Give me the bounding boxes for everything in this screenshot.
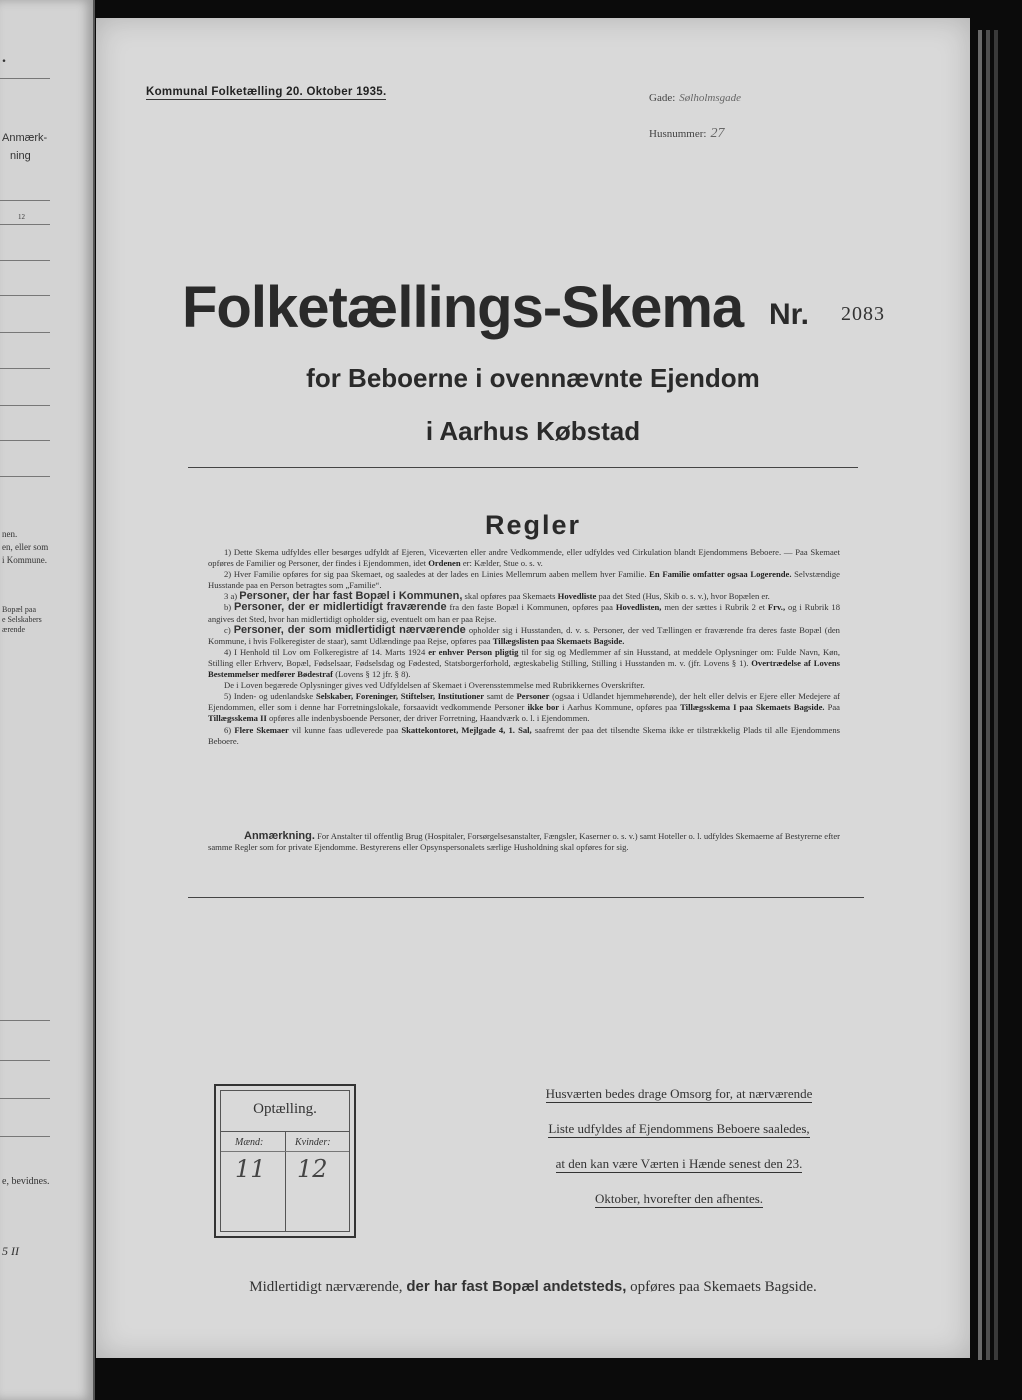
notice-line-4: Oktober, hvorefter den afhentes. [594, 1191, 764, 1206]
left-rule [0, 224, 50, 225]
count-box-title: Optælling. [253, 1101, 317, 1117]
men-label: Mænd: [235, 1137, 264, 1148]
left-fragment-2: en, eller som [2, 542, 49, 552]
left-rule [0, 200, 50, 201]
left-rule [0, 1136, 50, 1137]
rule-1: 1) Dette Skema udfyldes eller besørges udfyldt af Ejeren, Viceværten eller andre Vedkommende, eller udfyldes ved Cirkulation blandt Ejendommens Beboere. — Paa Skemaet opføres de Familier og Personer, der findes i Ejendommen, idet Ordenen er: Kælder, Stue o. s. v. [208, 547, 840, 569]
street-label: Gade: [649, 92, 676, 104]
rule-6: 6) Flere Skemaer vil kunne faas udleverede paa Skattekontoret, Mejlgade 4, 1. Sal, saafremt der paa det tilsendte Skema ikke er tilstrækkelig Plads til alle Ejendommens Beboere. [208, 724, 840, 746]
divider [188, 897, 864, 898]
left-rule [0, 295, 50, 296]
form-subtitle-2: i Aarhus Købstad [425, 416, 641, 446]
left-rule [0, 1098, 50, 1099]
form-nr-value: 2083 [841, 303, 885, 325]
men-count: 11 [235, 1155, 266, 1183]
left-rule [0, 1060, 50, 1061]
left-rule [0, 368, 50, 369]
left-fragment-4: Bopæl paa [2, 605, 36, 614]
divider [188, 467, 858, 468]
form-title: Folketællings-Skema [182, 275, 744, 340]
rule-2: 2) Hver Familie opføres for sig paa Skemaet, og saaledes at der lades en Linies Mellemrum aaben mellem hver Familie. En Familie omfatter ogsaa Logerende. Selvstændige Husstande paa en Person betragtes som „Familie“. [208, 569, 840, 591]
house-number-field [649, 124, 724, 142]
left-rule [0, 405, 50, 406]
left-col-number: 12 [18, 213, 25, 221]
left-rule [0, 78, 50, 79]
street-value: Sølholmsgade [679, 92, 741, 104]
left-fragment-7: e, bevidnes. [2, 1176, 50, 1187]
rule-3b: b) Personer, der er midlertidigt fraværende fra den faste Bopæl i Kommunen, opføres paa Hovedlisten, men der sættes i Rubrik 2 et Frv., og i Rubrik 18 angives det Sted, hvor han midlertidigt opholder sig, eventuelt om han er paa Rejse. [208, 601, 841, 624]
left-rule [0, 476, 50, 477]
notice-line-2: Liste udfyldes af Ejendommens Beboere saaledes, [548, 1121, 810, 1136]
notice-line-3: at den kan være Værten i Hænde senest den 23. [555, 1156, 803, 1171]
left-fragment-8: 5 II [2, 1244, 19, 1258]
women-label: Kvinder: [295, 1137, 331, 1148]
count-box [214, 1084, 356, 1238]
rule-5: 5) Inden- og udenlandske Selskaber, Foreninger, Stiftelser, Institutioner samt de Personer (ogsaa i Udlandet hjemmehørende), der helt eller delvis er Ejere eller Medejere af Ejendommen, eller som i denne har Forretningslokale, forsaavidt vedkommende Personer ikke bor i Aarhus Kommune, opføres paa Tillægsskema I paa Skemaets Bagside. Paa Tillægsskema II opføres alle indenbysboende Personer, der driver Forretning, Haandværk o. l. i Ejendommen. [208, 691, 841, 724]
note-label: Anmærkning. [244, 830, 315, 842]
left-rule [0, 260, 50, 261]
left-facing-page [0, 0, 95, 1400]
house-number-label: Husnummer: [649, 128, 707, 140]
left-fragment-1: nen. [2, 529, 18, 539]
rule-3c: c) Personer, der som midlertidigt nærværende opholder sig i Husstanden, d. v. s. Personer, der ved Tællingen er fraværende fra deres faste Bopæl (den Kommune, i hvis Folkeregister de staar), samt Udlændinge paa Rejse, opføres paa Tillægslisten paa Skemaets Bagside. [208, 623, 840, 646]
women-count: 12 [297, 1155, 328, 1183]
annotation-note [208, 831, 840, 853]
count-box-header-rule [221, 1151, 349, 1152]
rule-4: 4) I Henhold til Lov om Folkeregistre af 14. Marts 1924 er enhver Person pligtig til for sig og Medlemmer af sin Husstand, at meddele Oplysninger om: Fulde Navn, Køn, Stilling eller Erhverv, Bopæl, Fødselsaar, Fødselsdag og Fødested, Statsborgerforhold, ægteskabelig Stilling, Stilling i Husstanden m. v. (jfr. Lovens § 1). Overtrædelse af Lovens Bestemmelser medfører Bødestraf (Lovens § 12 jfr. § 8). [208, 646, 841, 680]
footer-note: Midlertidigt nærværende, der har fast Bopæl andetsteds, opføres paa Skemaets Bagside. [249, 1278, 817, 1295]
rule-4b: De i Loven begærede Oplysninger gives ved Udfyldelsen af Skemaet i Overensstemmelse med Rubrikkernes Overskrifter. [224, 680, 645, 691]
left-heading-2: ning [10, 150, 31, 162]
rules-heading: Regler [484, 510, 582, 540]
left-heading-1: Anmærk- [2, 132, 48, 144]
left-dot: . [2, 49, 6, 66]
left-fragment-5: e Selskabers [2, 615, 42, 624]
left-fragment-3: i Kommune. [2, 555, 47, 565]
page-edge [986, 30, 990, 1360]
count-box-column-divider [285, 1131, 286, 1231]
count-box-inner [220, 1090, 350, 1232]
rule-3a: 3 a) Personer, der har fast Bopæl i Kommunen, skal opføres paa Skemaets Hovedliste paa det Sted (Hus, Skib o. s. v.), hvor Bopælen er. [224, 590, 770, 603]
left-rule [0, 332, 50, 333]
house-number-value: 27 [710, 126, 725, 141]
form-subtitle-1: for Beboerne i ovennævnte Ejendom [306, 363, 760, 393]
left-rule [0, 440, 50, 441]
page-edge [978, 30, 982, 1360]
rules-text [208, 547, 840, 747]
census-header-title: Kommunal Folketælling 20. Oktober 1935. [146, 86, 387, 98]
street-field [649, 88, 741, 106]
census-form-page [96, 18, 970, 1358]
left-rule [0, 1020, 50, 1021]
note-text: For Anstalter til offentlig Brug (Hospitaler, Forsørgelsesanstalter, Fængsler, Kaserner o. s. v.) samt Hoteller o. l. udfyldes Skemaerne af Bestyrerne efter samme Regler som for private Ejendomme. Bestyrerens eller Opsynspersonalets særlige Husholdning skal opføres for sig. [208, 831, 840, 853]
left-fragment-6: ærende [2, 625, 26, 634]
notice-line-1: Husværten bedes drage Omsorg for, at nærværende [545, 1086, 813, 1101]
page-edge [994, 30, 998, 1360]
form-nr-label: Nr. [769, 298, 810, 331]
